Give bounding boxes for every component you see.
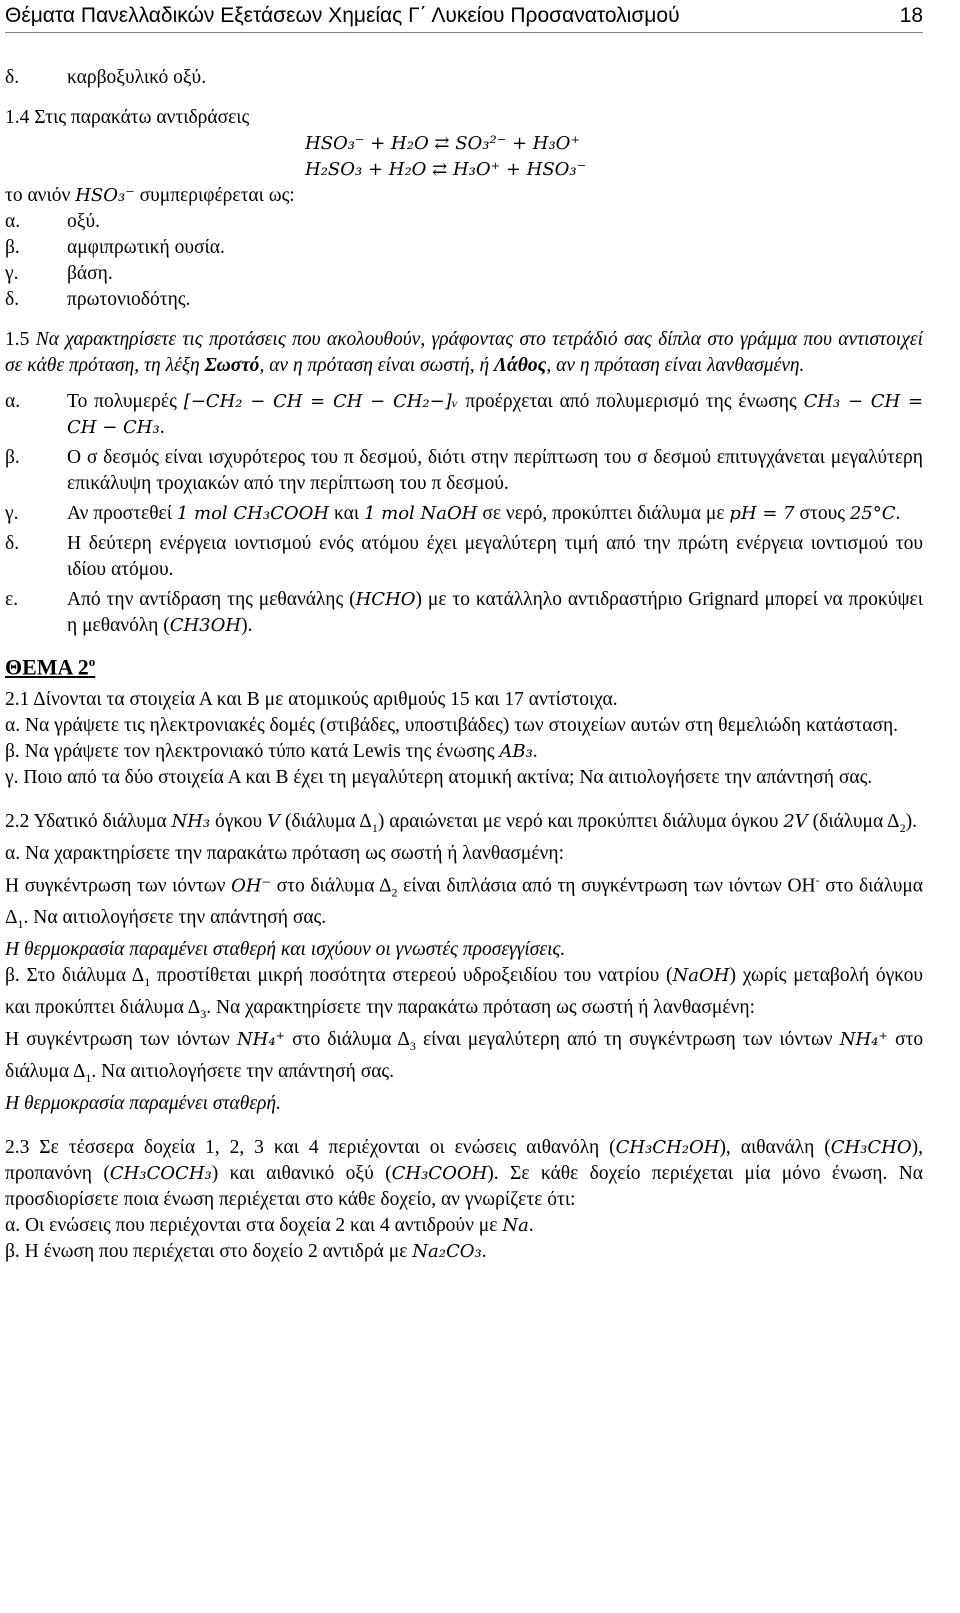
text: β. Η ένωση που περιέχεται στο δοχείο 2 αντιδρά με (5, 1240, 408, 1262)
text: . Να χαρακτηρίσετε την παρακάτω πρόταση ως σωστή ή λανθασμένη: (206, 997, 755, 1019)
text-b: και (333, 503, 360, 524)
text-b: ) με το κατάλληλο αντιδραστήριο Grignard μπορεί να προκύψει η μεθανόλη ( (67, 589, 923, 636)
sub: 1 (144, 975, 151, 990)
item-label: α. (5, 391, 21, 412)
q15-item-d (5, 531, 923, 583)
text-e: . (895, 503, 901, 524)
q21-b (5, 739, 923, 765)
option-label: α. (5, 211, 21, 232)
q22-a-intro: α. Να χαρακτηρίσετε την παρακάτω πρόταση ως σωστή ή λανθασμένη: (5, 842, 564, 864)
text: είναι διπλάσια από τη συγκέντρωση των ιόντων ΟΗ (403, 875, 816, 897)
q14-equation-1 (5, 131, 923, 157)
option-label: δ. (5, 289, 20, 310)
q15-item-e (5, 587, 923, 639)
text: στο διάλυμα Δ (5, 1028, 924, 1082)
math: V (267, 811, 281, 832)
header-title: Θέματα Πανελλαδικών Εξετάσεων Χημείας Γ΄ Λυκείου Προσανατολισμού (5, 4, 680, 27)
text-b: προέρχεται από πολυμερισμό της ένωσης (465, 391, 797, 412)
option-label: δ. (5, 67, 20, 88)
text: (διάλυμα Δ (284, 811, 372, 832)
text: . (528, 1214, 534, 1236)
sub: 1 (371, 820, 378, 835)
question-number: 1.5 (5, 329, 30, 350)
q15-intro-a: Να χαρακτηρίσετε τις προτάσεις που ακολουθούν, γράφοντας στο τετράδιό σας δίπλα στο γράμμα που αντιστοιχεί σε κάθε πρόταση, τη λέξη (5, 329, 923, 376)
math: CH₃CH₂OH (615, 1136, 720, 1158)
item-text (67, 389, 923, 441)
text: ). Σε κάθε δοχείο περιέχεται μία μόνο ένωση. Να προσδιορίσετε ποια ένωση περιέχεται στο κάθε δοχείο, αν γνωρίζετε ότι: (5, 1162, 923, 1210)
text-d: στους (799, 503, 845, 524)
document-body (5, 65, 923, 1265)
theme-title: ΘΕΜΑ 2 (5, 654, 89, 680)
option-text: οξύ. (67, 211, 100, 232)
text-a: Αν προστεθεί (67, 503, 172, 524)
monomer-formula: CH₃ − CH = CH − CH₃ (67, 391, 924, 438)
q14-equation-2 (5, 157, 923, 183)
text: προστίθεται μικρή ποσότητα στερεού υδροξειδίου του νατρίου ( (156, 965, 673, 987)
math: Na₂CO₃ (412, 1240, 482, 1262)
text: α. Οι ενώσεις που περιέχονται στα δοχεία 2 και 4 αντιδρούν με (5, 1214, 498, 1236)
q23-a (5, 1213, 923, 1239)
text: 2.3 Σε τέσσερα δοχεία 1, 2, 3 και 4 περιέχονται οι ενώσεις αιθανόλη ( (5, 1136, 616, 1158)
q14-intro: 1.4 Στις παρακάτω αντιδράσεις (5, 107, 250, 128)
q21-line1: 2.1 Δίνονται τα στοιχεία Α και Β με ατομικούς αριθμούς 15 και 17 αντίστοιχα. (5, 689, 618, 710)
text: β. Στο διάλυμα Δ (5, 965, 145, 987)
text: ), προπανόνη ( (5, 1136, 923, 1184)
math: CH₃COCH₃ (109, 1162, 212, 1184)
option-label: γ. (5, 263, 19, 284)
math-a: HCHO (355, 589, 416, 610)
text-c: σε νερό, προκύπτει διάλυμα με (482, 503, 725, 524)
word-true: Σωστό (204, 355, 260, 376)
q14-option-d (5, 287, 923, 313)
q15-intro-b: , αν η πρόταση είναι σωστή, ή (259, 355, 490, 376)
q15-intro (5, 327, 923, 379)
math: OH⁻ (231, 875, 272, 897)
word-false: Λάθος (494, 355, 547, 376)
item-text (67, 587, 923, 639)
option-text: καρβοξυλικό οξύ. (67, 67, 207, 88)
math: 2V (783, 811, 808, 832)
math: CH₃COOH (391, 1162, 488, 1184)
theme-2-heading (5, 647, 923, 680)
b-text: β. Να γράψετε τον ηλεκτρονιακό τύπο κατά Lewis της ένωσης (5, 741, 495, 762)
stem-text-a: το ανιόν (5, 185, 71, 206)
text: 2.2 Υδατικό διάλυμα (5, 811, 167, 832)
text: ), αιθανάλη ( (719, 1136, 831, 1158)
page-number: 18 (899, 4, 923, 27)
q15-intro-c: , αν η πρόταση είναι λανθασμένη. (546, 355, 805, 376)
q13-option-d (5, 65, 923, 91)
q14-stem (5, 183, 923, 209)
math: NH₄⁺ (839, 1028, 888, 1050)
option-label: β. (5, 237, 20, 258)
math: NH₃ (171, 811, 211, 832)
q14-option-a (5, 209, 923, 235)
b-math: AB₃ (499, 741, 533, 762)
math-c: pH = 7 (729, 503, 795, 524)
q15-item-a (5, 389, 923, 441)
sub: 1 (17, 917, 24, 932)
sub: 1 (85, 1070, 92, 1085)
math-b: CH3OH (169, 615, 242, 636)
math-b: 1 mol NaOH (363, 503, 478, 524)
q22-a-note: Η θερμοκρασία παραμένει σταθερή και ισχύουν οι γνωστές προσεγγίσεις. (5, 939, 566, 961)
q22-a-statement (5, 867, 923, 937)
q14-option-c (5, 261, 923, 287)
text: Η συγκέντρωση των ιόντων (5, 875, 226, 897)
text-c: . (159, 417, 165, 438)
sub: 2 (899, 820, 906, 835)
q21-a: α. Να γράψετε τις ηλεκτρονιακές δομές (στιβάδες, υποστιβάδες) των στοιχείων αυτών στη θεμελιώδη κατάσταση. (5, 715, 899, 736)
text: ). (905, 811, 917, 832)
q23-intro (5, 1135, 923, 1213)
equation-1: HSO₃⁻ + H₂O ⇄ SO₃²⁻ + H₃O⁺ (305, 133, 580, 154)
item-text: Ο σ δεσμός είναι ισχυρότερος του π δεσμού, διότι στην περίπτωση του σ δεσμού επιτυγχάνεται μεγαλύτερη επικάλυψη τροχιακών από την περίπτωση του π δεσμού. (67, 447, 923, 494)
sub: 2 (391, 885, 398, 900)
math: NH₄⁺ (236, 1028, 286, 1050)
item-label: γ. (5, 503, 19, 524)
text: στο διάλυμα Δ (292, 1028, 410, 1050)
option-text: βάση. (67, 263, 113, 284)
text: ) αραιώνεται με νερό και προκύπτει διάλυμα όγκου (377, 811, 779, 832)
stem-text-b: συμπεριφέρεται ως: (139, 185, 295, 206)
q14-option-b (5, 235, 923, 261)
text: (διάλυμα Δ (812, 811, 900, 832)
q22-intro (5, 809, 923, 841)
math: NaOH (672, 965, 730, 987)
q22-b (5, 963, 923, 1027)
item-label: β. (5, 447, 20, 468)
q22-b-note: Η θερμοκρασία παραμένει σταθερή. (5, 1092, 281, 1114)
q23-b (5, 1239, 923, 1265)
math-a: 1 mol CH₃COOH (176, 503, 330, 524)
item-text: Η δεύτερη ενέργεια ιοντισμού ενός ατόμου έχει μεγαλύτερη τιμή από την πρώτη ενέργεια ιοντισμού του ιδίου ατόμου. (67, 533, 923, 580)
page-header (5, 0, 923, 33)
item-label: δ. (5, 533, 20, 554)
text: είναι μεγαλύτερη από τη συγκέντρωση των ιόντων (422, 1028, 833, 1050)
text: στο διάλυμα Δ (5, 875, 924, 929)
equation-2: H₂SO₃ + H₂O ⇄ H₃O⁺ + HSO₃⁻ (305, 159, 587, 180)
item-text (67, 501, 923, 527)
text-c: ). (241, 615, 253, 636)
stem-ion: HSO₃⁻ (75, 185, 135, 206)
polymer-formula: [−CH₂ − CH = CH − CH₂−]ᵥ (183, 391, 459, 412)
sup: - (815, 872, 820, 887)
b-end: . (532, 741, 538, 762)
option-text: αμφιπρωτική ουσία. (67, 237, 225, 258)
math: CH₃CHO (830, 1136, 912, 1158)
text: όγκου (215, 811, 263, 832)
text-a: Από την αντίδραση της μεθανάλης ( (67, 589, 356, 610)
text: . (481, 1240, 487, 1262)
text: . Να αιτιολογήσετε την απάντησή σας. (23, 907, 327, 929)
text: . Να αιτιολογήσετε την απάντησή σας. (91, 1060, 395, 1082)
option-text: πρωτονιοδότης. (67, 289, 191, 310)
text: ) χωρίς μεταβολή όγκου και προκύπτει διάλυμα Δ (5, 965, 923, 1019)
q22-b-statement (5, 1027, 923, 1091)
sub: 3 (409, 1038, 416, 1053)
q15-item-c (5, 501, 923, 527)
math-d: 25°C (849, 503, 896, 524)
math: Na (502, 1214, 529, 1236)
theme-sup: ο (88, 654, 96, 669)
sub: 3 (200, 1006, 207, 1021)
q21-c: γ. Ποιο από τα δύο στοιχεία Α και Β έχει τη μεγαλύτερη ατομική ακτίνα; Να αιτιολογήσετε την απάντησή σας. (5, 767, 873, 788)
text: στο διάλυμα Δ (276, 875, 392, 897)
q15-item-b (5, 445, 923, 497)
text: Η συγκέντρωση των ιόντων (5, 1028, 230, 1050)
text: ) και αιθανικό οξύ ( (211, 1162, 392, 1184)
text-a: Το πολυμερές (67, 391, 177, 412)
item-label: ε. (5, 589, 19, 610)
